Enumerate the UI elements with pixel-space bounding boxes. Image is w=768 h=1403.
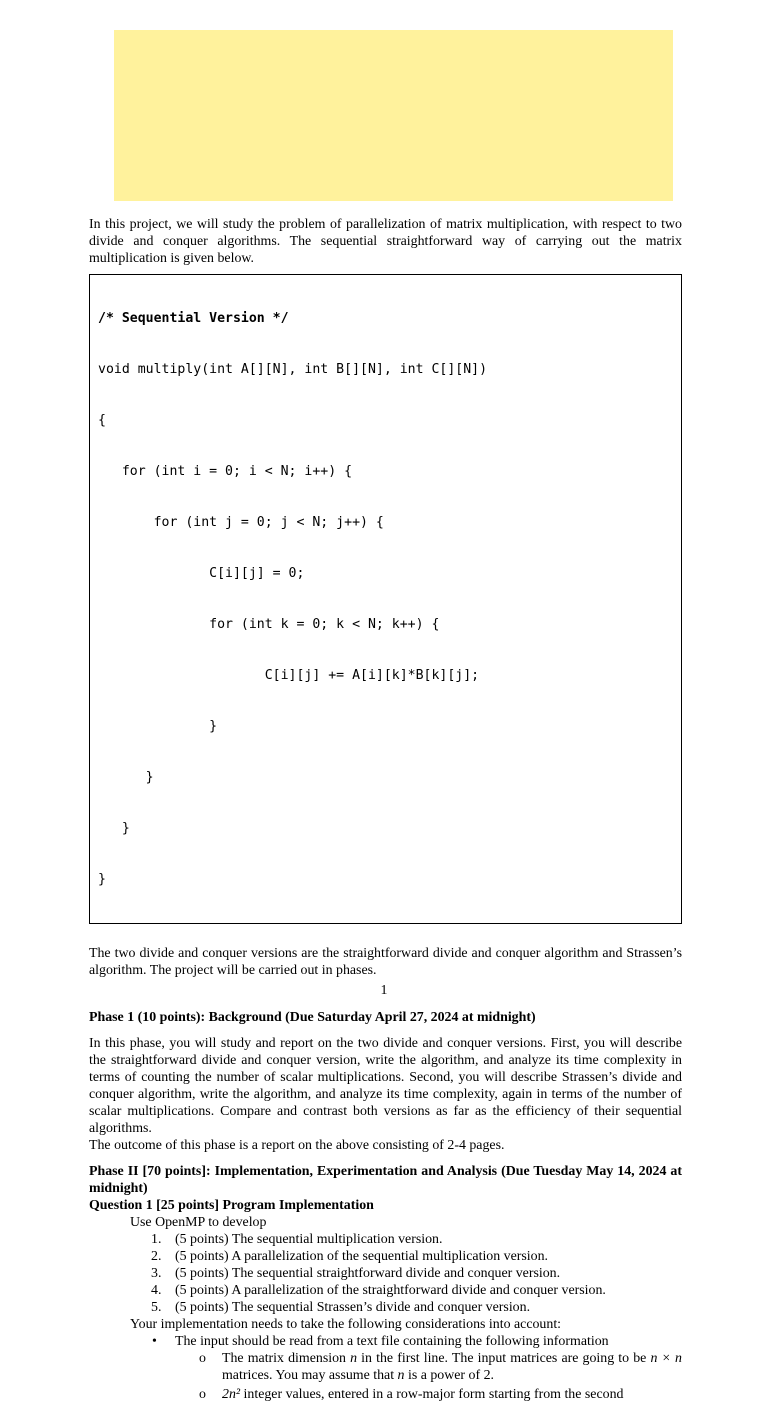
list-item-text: (5 points) A parallelization of the straightforward divide and conquer version. xyxy=(175,1283,606,1298)
math-expression: 2n² xyxy=(222,1387,241,1402)
sub-bullet-text: matrices. You may assume that xyxy=(222,1368,398,1383)
bullet-icon: • xyxy=(152,1334,157,1349)
phase2-heading: Phase II [70 points]: Implementation, Experimentation and Analysis (Due Tuesday May 14, 2024 at midnight) xyxy=(89,1164,682,1196)
phase1-outcome: The outcome of this phase is a report on the above consisting of 2-4 pages. xyxy=(89,1138,505,1153)
math-expression: n × n xyxy=(650,1351,682,1366)
implementation-list xyxy=(89,1231,682,1316)
bullet-item xyxy=(89,1333,682,1350)
question1-heading: Question 1 [25 points] Program Implementation xyxy=(89,1198,374,1213)
phase1-body: In this phase, you will study and report on the two divide and conquer versions. First, you will describe the straightforward divide and conquer version, write the algorithm, and analyze its time complexity in terms of counting the number of scalar multiplications. Second, you will describe Strassen’s divide and conquer algorithm, write the algorithm, and analyze its time complexity, again in terms of the number of scalar multiplications. Compare and contrast both versions as far as the efficiency of their sequential algorithms. xyxy=(89,1036,682,1136)
sub-bullet-text: The matrix dimension xyxy=(222,1351,351,1366)
code-line: { xyxy=(98,413,106,428)
phase1-heading: Phase 1 (10 points): Background (Due Saturday April 27, 2024 at midnight) xyxy=(89,1010,536,1025)
intro-paragraph: In this project, we will study the problem of parallelization of matrix multiplication, with respect to two divide and conquer algorithms. The sequential straightforward way of carrying out the matrix multiplication is given below. xyxy=(89,217,682,266)
code-line: C[i][j] = 0; xyxy=(98,566,305,581)
code-line: C[i][j] += A[i][k]*B[k][j]; xyxy=(98,668,480,683)
math-variable: n xyxy=(397,1368,405,1383)
after-code-paragraph: The two divide and conquer versions are the straightforward divide and conquer algorithm and Strassen’s algorithm. The project will be carried out in phases. xyxy=(89,946,682,978)
list-item xyxy=(89,1265,682,1282)
code-line: } xyxy=(98,821,130,836)
list-item-text: (5 points) A parallelization of the sequential multiplication version. xyxy=(175,1249,549,1264)
list-item xyxy=(89,1299,682,1316)
code-block xyxy=(89,274,682,924)
list-number: 5. xyxy=(151,1300,162,1315)
code-line: for (int k = 0; k < N; k++) { xyxy=(98,617,440,632)
redaction-banner xyxy=(114,30,673,201)
code-line: } xyxy=(98,872,106,887)
considerations-line: Your implementation needs to take the following considerations into account: xyxy=(130,1317,562,1332)
bullet-text: The input should be read from a text file containing the following information xyxy=(175,1334,609,1349)
list-item xyxy=(89,1282,682,1299)
list-number: 2. xyxy=(151,1249,162,1264)
use-openmp-line: Use OpenMP to develop xyxy=(130,1215,267,1230)
circle-bullet-icon: o xyxy=(199,1351,206,1366)
list-number: 4. xyxy=(151,1283,162,1298)
code-line: void multiply(int A[][N], int B[][N], int C[][N]) xyxy=(98,362,488,377)
math-variable: n xyxy=(350,1351,358,1366)
code-line: for (int i = 0; i < N; i++) { xyxy=(98,464,353,479)
sub-bullet-text: integer values, entered in a row-major form starting from the second xyxy=(240,1387,624,1402)
sub-bullet-item xyxy=(89,1350,682,1384)
code-line: } xyxy=(98,770,154,785)
list-item-text: (5 points) The sequential multiplication version. xyxy=(175,1232,443,1247)
list-number: 3. xyxy=(151,1266,162,1281)
page-number: 1 xyxy=(380,983,388,998)
code-line: } xyxy=(98,719,218,734)
list-item xyxy=(89,1248,682,1265)
list-item xyxy=(89,1231,682,1248)
list-item-text: (5 points) The sequential straightforward divide and conquer version. xyxy=(175,1266,561,1281)
sub-bullet-item xyxy=(89,1386,682,1403)
list-number: 1. xyxy=(151,1232,162,1247)
circle-bullet-icon: o xyxy=(199,1387,206,1402)
list-item-text: (5 points) The sequential Strassen’s divide and conquer version. xyxy=(175,1300,531,1315)
sub-bullet-text: is a power of 2. xyxy=(404,1368,494,1383)
sub-bullet-text: in the first line. The input matrices are going to be xyxy=(357,1351,651,1366)
code-line: /* Sequential Version */ xyxy=(98,311,289,326)
document-body xyxy=(89,216,682,1403)
code-line: for (int j = 0; j < N; j++) { xyxy=(98,515,384,530)
